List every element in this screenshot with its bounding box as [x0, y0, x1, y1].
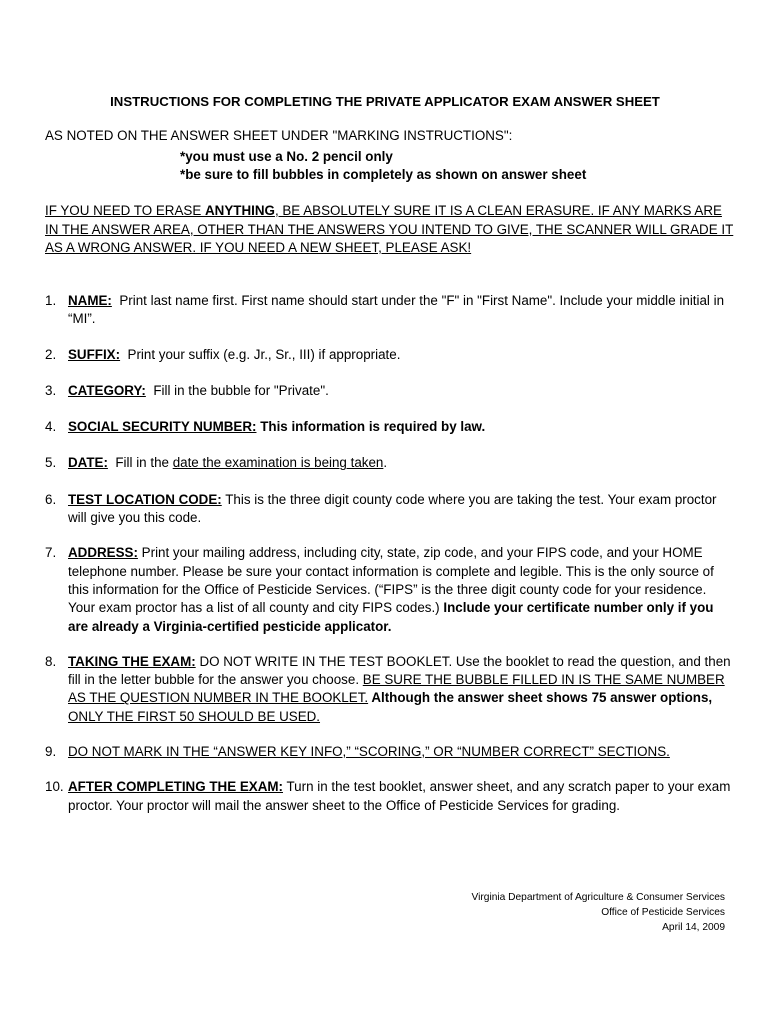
item-label: ADDRESS: — [68, 545, 138, 561]
footer-date: April 14, 2009 — [662, 922, 725, 933]
document-footer — [472, 890, 725, 935]
warning-text: , BE ABSOLUTELY SURE IT IS A CLEAN ERASURE. IF ANY MARKS ARE IN THE ANSWER AREA, OTHER THAN THE ANSWERS YOU INTEND TO GIVE, THE SCANNER WILL GRADE IT AS A WRONG ANSWER. IF YOU NEED A NEW SHEET, PLEASE ASK! — [45, 203, 734, 255]
item-text: DO NOT MARK IN THE “ANSWER KEY INFO,” “SCORING,” OR “NUMBER CORRECT” SECTIONS. — [68, 744, 670, 760]
item-text: Print last name first. First name should start under the "F" in "First Name". Include your middle initial in “MI”. — [68, 293, 725, 327]
item-label: SOCIAL SECURITY NUMBER: — [68, 419, 257, 435]
item-bold-text: Although the answer sheet shows 75 answer options, — [368, 690, 713, 706]
item-text: Print your suffix (e.g. Jr., Sr., III) if appropriate. — [127, 346, 401, 362]
item-number: 2. — [45, 346, 57, 362]
item-underlined-text: date the examination is being taken — [172, 455, 384, 471]
item-label: DATE: — [68, 455, 108, 471]
bubble-requirement: *be sure to fill bubbles in completely as shown on answer sheet — [180, 167, 587, 182]
list-item-taking-exam — [45, 653, 735, 726]
item-label: AFTER COMPLETING THE EXAM: — [68, 779, 283, 795]
item-number: 10. — [45, 779, 64, 795]
item-label: TEST LOCATION CODE: — [68, 491, 222, 507]
item-number: 7. — [45, 545, 57, 561]
item-number: 8. — [45, 653, 57, 669]
list-item-category — [45, 382, 735, 400]
item-text: This is the three digit county code where you are taking the test. Your exam proctor will give you this code. — [68, 491, 717, 526]
list-item-ssn — [45, 418, 735, 436]
item-text: Turn in the test booklet, answer sheet, and any scratch paper to your exam proctor. Your proctor will mail the answer sheet to the Office of Pesticide Services for grading. — [68, 779, 731, 813]
list-item-name — [45, 292, 735, 329]
item-text: DO NOT WRITE IN THE TEST BOOKLET. Use the booklet to read the question, and then fill in the letter bubble for the answer you choose. — [68, 653, 731, 688]
footer-office: Office of Pesticide Services — [601, 907, 725, 918]
item-number: 4. — [45, 419, 57, 435]
footer-agency: Virginia Department of Agriculture & Consumer Services — [471, 892, 725, 903]
instruction-list — [45, 292, 735, 815]
pencil-requirement: *you must use a No. 2 pencil only — [180, 149, 393, 164]
item-text: Print your mailing address, including city, state, zip code, and your FIPS code, and your HOME telephone number. Please be sure your contact information is complete and legible. This is the only source of this information for the Office of Pesticide Services. (“FIPS” is the three digit county code for your residence. Your exam proctor has a list of all county and city FIPS codes.) — [68, 545, 714, 616]
item-label: TAKING THE EXAM: — [68, 653, 196, 669]
list-item-after-exam — [45, 778, 735, 815]
erasure-warning — [45, 202, 735, 258]
document-title: INSTRUCTIONS FOR COMPLETING THE PRIVATE APPLICATOR EXAM ANSWER SHEET — [110, 94, 660, 109]
item-bold-text: Include your certificate number only if you are already a Virginia-certified pesticide applicator. — [68, 600, 714, 634]
item-text: Fill in the — [115, 455, 173, 471]
warning-prefix: IF YOU NEED TO ERASE — [45, 203, 205, 218]
list-item-date — [45, 454, 735, 472]
list-item-test-location — [45, 491, 735, 528]
item-label: CATEGORY: — [68, 382, 146, 398]
item-number: 5. — [45, 455, 57, 471]
item-number: 1. — [45, 293, 57, 308]
item-underlined-text-2: ONLY THE FIRST 50 SHOULD BE USED. — [68, 708, 321, 724]
item-label: NAME: — [68, 293, 112, 308]
item-label: SUFFIX: — [68, 346, 121, 362]
item-underlined-text: BE SURE THE BUBBLE FILLED IN IS THE SAME NUMBER AS THE QUESTION NUMBER IN THE BOOKLET. — [68, 672, 725, 706]
item-number: 3. — [45, 382, 57, 398]
item-number: 9. — [45, 744, 57, 760]
list-item-do-not-mark — [45, 743, 735, 761]
item-text-end: . — [383, 455, 388, 471]
marking-instructions-heading: AS NOTED ON THE ANSWER SHEET UNDER "MARKING INSTRUCTIONS": — [45, 128, 513, 143]
list-item-address — [45, 544, 735, 635]
item-text: This information is required by law. — [260, 419, 486, 435]
list-item-suffix — [45, 346, 735, 364]
item-text: Fill in the bubble for "Private". — [153, 382, 329, 398]
warning-emphasis: ANYTHING — [205, 203, 275, 218]
item-number: 6. — [45, 491, 57, 507]
